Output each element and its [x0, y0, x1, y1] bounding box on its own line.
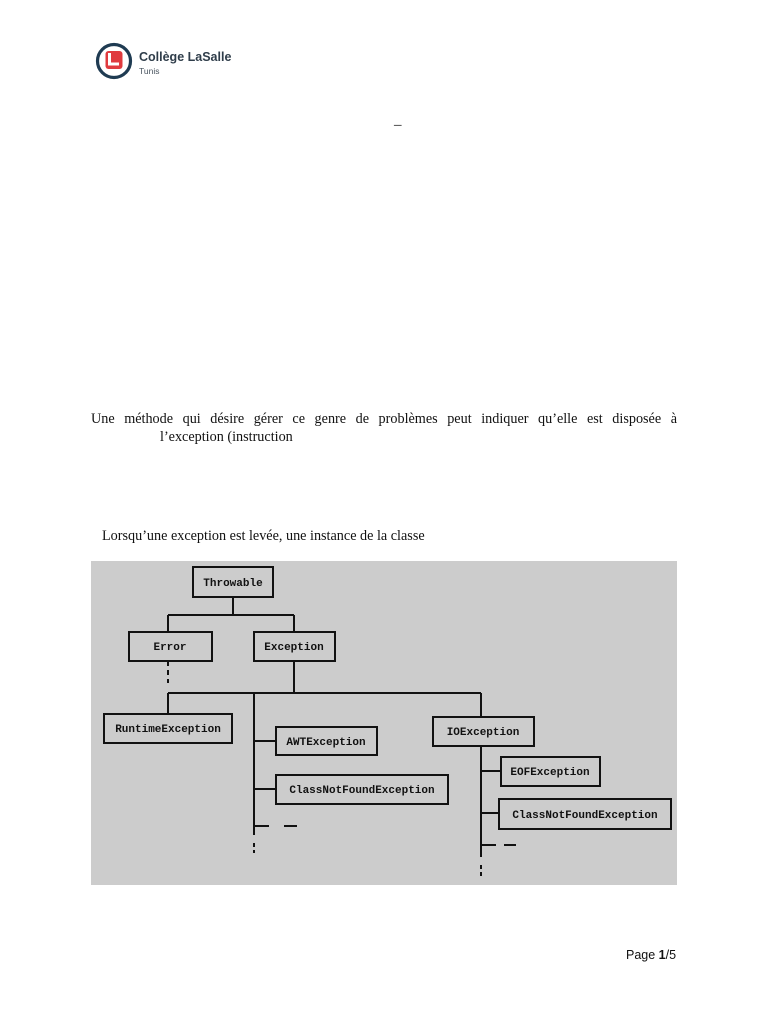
college-emblem-icon	[95, 42, 133, 80]
node-throwable: Throwable	[203, 578, 263, 590]
node-eof-exception: EOFException	[510, 767, 590, 779]
page-number	[626, 948, 676, 962]
logo-name: Collège LaSalle	[139, 50, 232, 64]
node-awt-exception: AWTException	[286, 737, 366, 749]
heading-dash: –	[394, 117, 402, 133]
paragraph-exception-raised: Lorsqu’une exception est levée, une instance de la classe	[102, 528, 425, 544]
node-exception: Exception	[264, 642, 324, 654]
college-logo	[95, 42, 295, 82]
node-class-not-found-exception-1: ClassNotFoundException	[289, 785, 435, 797]
paragraph-method-line2: l’exception (instruction	[160, 429, 293, 445]
page-label: Page	[626, 948, 659, 962]
page-total: /5	[665, 948, 677, 962]
node-runtime-exception: RuntimeException	[115, 724, 221, 736]
logo-subtitle: Tunis	[139, 66, 160, 76]
hierarchy-svg	[91, 561, 677, 885]
node-class-not-found-exception-2: ClassNotFoundException	[512, 810, 658, 822]
node-error: Error	[153, 642, 187, 654]
paragraph-method-line1: Une méthode qui désire gérer ce genre de problèmes peut indiquer qu’elle est disposée à	[91, 411, 677, 427]
page-current: 1	[658, 948, 666, 962]
exception-hierarchy-diagram	[91, 561, 677, 885]
node-io-exception: IOException	[446, 727, 520, 739]
